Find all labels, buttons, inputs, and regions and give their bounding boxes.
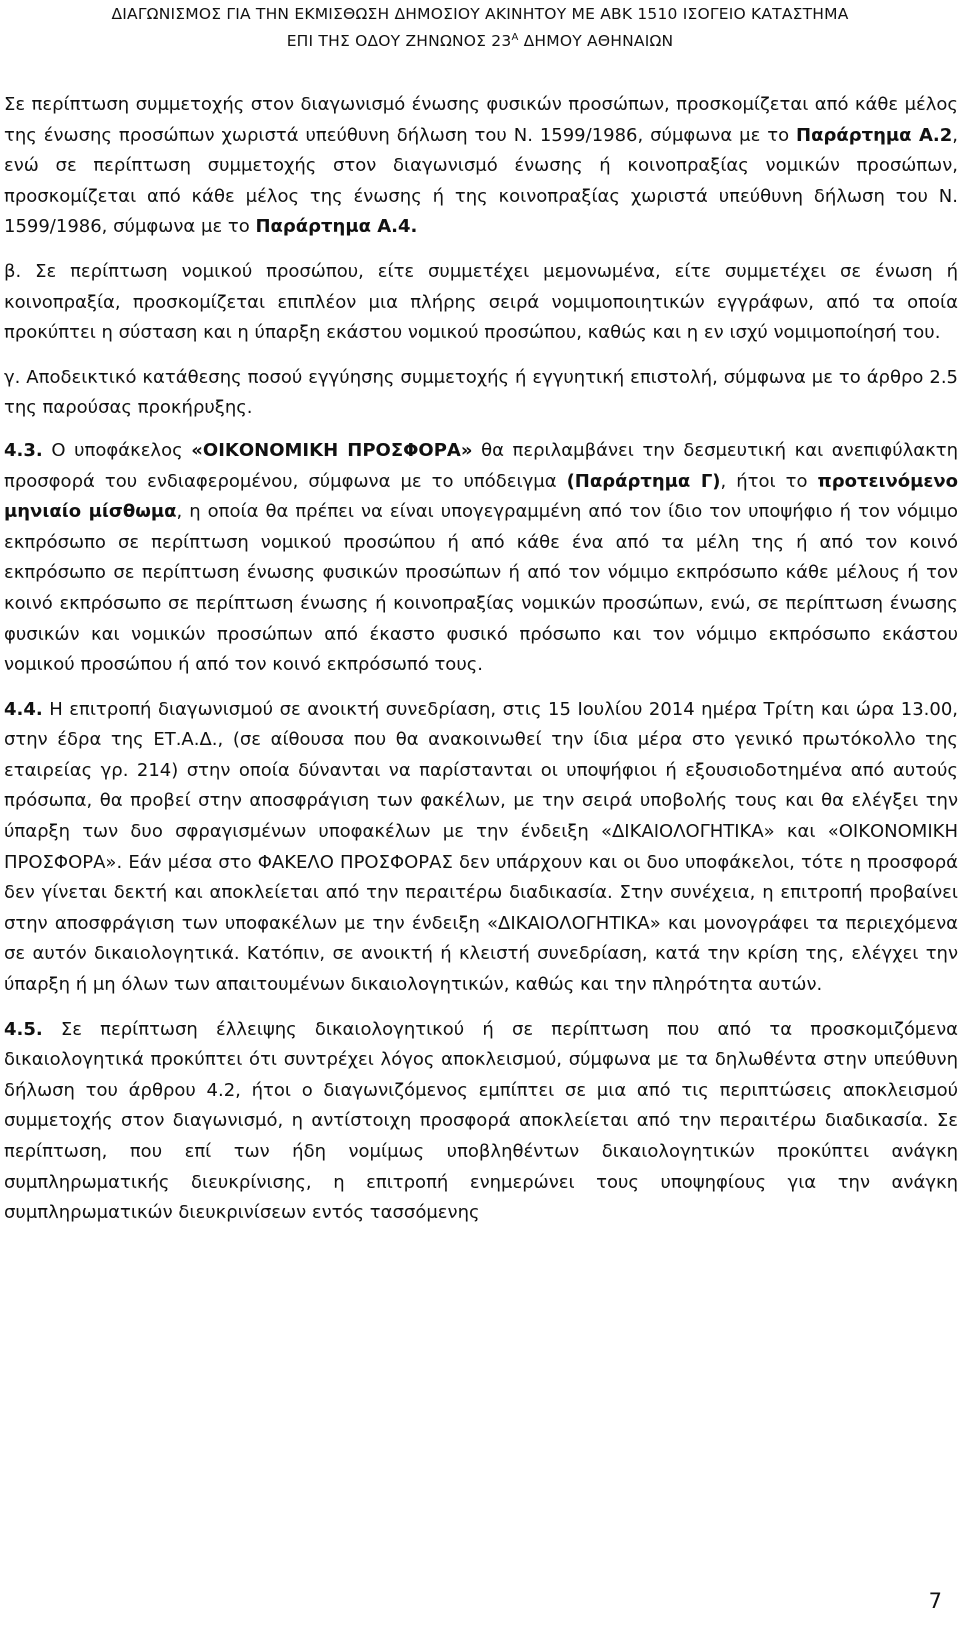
header-line-2-suffix: ΔΗΜΟΥ ΑΘΗΝΑΙΩΝ — [518, 32, 674, 51]
paragraph-4-3-financial-offer — [4, 436, 958, 681]
section-number: 4.3. — [4, 439, 43, 461]
paragraph-b-legal-entity: β. Σε περίπτωση νομικού προσώπου, είτε συμμετέχει μεμονωμένα, είτε συμμετέχει σε ένωση ή κοινοπραξία, προσκομίζεται επιπλέον μια πλήρης σειρά νομιμοποιητικών εγγράφων, από τα οποία προκύπτει η σύσταση και η ύπαρξη εκάστου νομικού προσώπου, καθώς και η εν ισχύ νομιμοποίησή του. — [4, 260, 958, 344]
paragraph-4-4-committee — [4, 695, 958, 1001]
annex-c-reference: (Παράρτημα Γ) — [566, 470, 721, 492]
page-header — [0, 2, 960, 53]
text-span: Σε περίπτωση έλλειψης δικαιολογητικού ή σε περίπτωση που από τα προσκομιζόμενα δικαιολογητικά προκύπτει ότι συντρέχει λόγος αποκλεισμού, σύμφωνα με τα δηλωθέντα στην υπεύθυνη δήλωση του άρθρου 4.2, ήτοι ο διαγωνιζόμενος εμπίπτει σε μια από τις περιπτώσεις αποκλεισμού συμμετοχής στον διαγωνισμό, η αντίστοιχη προσφορά αποκλείεται από την περαιτέρω διαδικασία. Σε περίπτωση, που επί των ήδη νομίμως υποβληθέντων δικαιολογητικών προκύπτει ανάγκη συμπληρωματικής διευκρίνισης, η επιτροπή ενημερώνει τους υποψηφίους για την ανάγκη συμπληρωματικών διευκρινίσεων εντός τασσόμενης — [4, 1018, 958, 1224]
header-line-2-prefix: ΕΠΙ ΤΗΣ ΟΔΟΥ ΖΗΝΩΝΟΣ 23 — [286, 32, 512, 51]
text-span: Η επιτροπή διαγωνισμού σε ανοικτή συνεδρίαση, στις 15 Ιουλίου 2014 ημέρα Τρίτη και ώρα 13.00, στην έδρα της ΕΤ.Α.Δ., (σε αίθουσα που θα ανακοινωθεί την ίδια μέρα στο γενικό πρωτόκολλο της εταιρείας γρ. 214) στην οποία δύνανται να παρίστανται οι υποψήφιοι ή εξουσιοδοτημένα από αυτούς πρόσωπα, θα προβεί στην αποσφράγιση των φακέλων, με την σειρά υποβολής τους και θα ελέγξει την ύπαρξη των δυο σφραγισμένων υποφακέλων με την ένδειξη «ΔΙΚΑΙΟΛΟΓΗΤΙΚΑ» και «ΟΙΚΟΝΟΜΙΚΗ ΠΡΟΣΦΟΡΑ». Εάν μέσα στο ΦΑΚΕΛΟ ΠΡΟΣΦΟΡΑΣ δεν υπάρχουν και οι δυο υποφάκελοι, τότε η προσφορά δεν γίνεται δεκτή και αποκλείεται από την περαιτέρω διαδικασία. Στην συνέχεια, η επιτροπή προβαίνει στην αποσφράγιση των υποφακέλων με την ένδειξη «ΔΙΚΑΙΟΛΟΓΗΤΙΚΑ» και μονογράφει τα περιεχόμενα σε αυτόν δικαιολογητικά. Κατόπιν, σε ανοικτή ή κλειστή συνεδρίαση, κατά την κρίση της, ελέγχει την ύπαρξη ή μη όλων των απαιτουμένων δικαιολογητικών, καθώς και την πληρότητα αυτών. — [4, 698, 958, 996]
header-line-2 — [0, 26, 960, 53]
section-number: 4.4. — [4, 698, 43, 720]
header-line-2-superscript: Α — [511, 32, 519, 43]
text-span: , ήτοι το — [720, 470, 818, 492]
paragraph-c-guarantee: γ. Αποδεικτικό κατάθεσης ποσού εγγύησης συμμετοχής ή εγγυητική επιστολή, σύμφωνα με το άρθρο 2.5 της παρούσας προκήρυξης. — [4, 366, 958, 419]
proposed-rent-label: προτεινόμενο μηνιαίο μίσθωμα — [4, 470, 958, 523]
annex-a2-reference: Παράρτημα Α.2 — [796, 124, 953, 146]
text-span: θα περιλαμβάνει την δεσμευτική και ανεπιφύλακτη προσφορά του ενδιαφερομένου, σύμφωνα με το υπόδειγμα — [4, 439, 959, 492]
page-number: 7 — [928, 1589, 942, 1613]
section-number: 4.5. — [4, 1018, 43, 1040]
document-body — [4, 90, 958, 1243]
text-span: Σε περίπτωση συμμετοχής στον διαγωνισμό ένωσης φυσικών προσώπων, προσκομίζεται από κάθε μέλος της ένωσης προσώπων χωριστά υπεύθυνη δήλωση του Ν. 1599/1986, σύμφωνα με το — [4, 94, 958, 146]
paragraph-union-declarations — [4, 90, 958, 243]
annex-a4-reference: Παράρτημα Α.4. — [255, 216, 418, 238]
paragraph-4-5-missing-documents — [4, 1015, 958, 1229]
text-span: , η οποία θα πρέπει να είναι υπογεγραμμένη από τον ίδιο τον υποψήφιο ή τον νόμιμο εκπρόσωπο σε περίπτωση νομικού προσώπου ή από κάθε ένα από τα μέλη της ή από τον κοινό εκπρόσωπο σε περίπτωση ένωσης φυσικών προσώπων ή από τον νόμιμο εκπρόσωπο κάθε μέλους ή τον κοινό εκπρόσωπο σε περίπτωση ένωσης ή κοινοπραξίας νομικών προσώπων, ενώ, σε περίπτωση ένωσης φυσικών και νομικών προσώπων από έκαστο φυσικό πρόσωπο και τον νόμιμο εκπρόσωπο εκάστου νομικού προσώπου ή από τον κοινό εκπρόσωπό τους. — [4, 501, 958, 676]
financial-offer-label: «ΟΙΚΟΝΟΜΙΚΗ ΠΡΟΣΦΟΡΑ» — [191, 439, 473, 461]
header-line-1: ΔΙΑΓΩΝΙΣΜΟΣ ΓΙΑ ΤΗΝ ΕΚΜΙΣΘΩΣΗ ΔΗΜΟΣΙΟΥ ΑΚΙΝΗΤΟΥ ΜΕ ΑΒΚ 1510 ΙΣΟΓΕΙΟ ΚΑΤΑΣΤΗΜΑ — [111, 5, 849, 23]
text-span: Ο υποφάκελος — [42, 439, 192, 461]
text-span: , ενώ σε περίπτωση συμμετοχής στον διαγωνισμό ένωσης ή κοινοπραξίας νομικών προσώπων, προσκομίζεται από κάθε μέλος της ένωσης ή της κοινοπραξίας χωριστά υπεύθυνη δήλωση του Ν. 1599/1986, σύμφωνα με το — [4, 124, 958, 238]
